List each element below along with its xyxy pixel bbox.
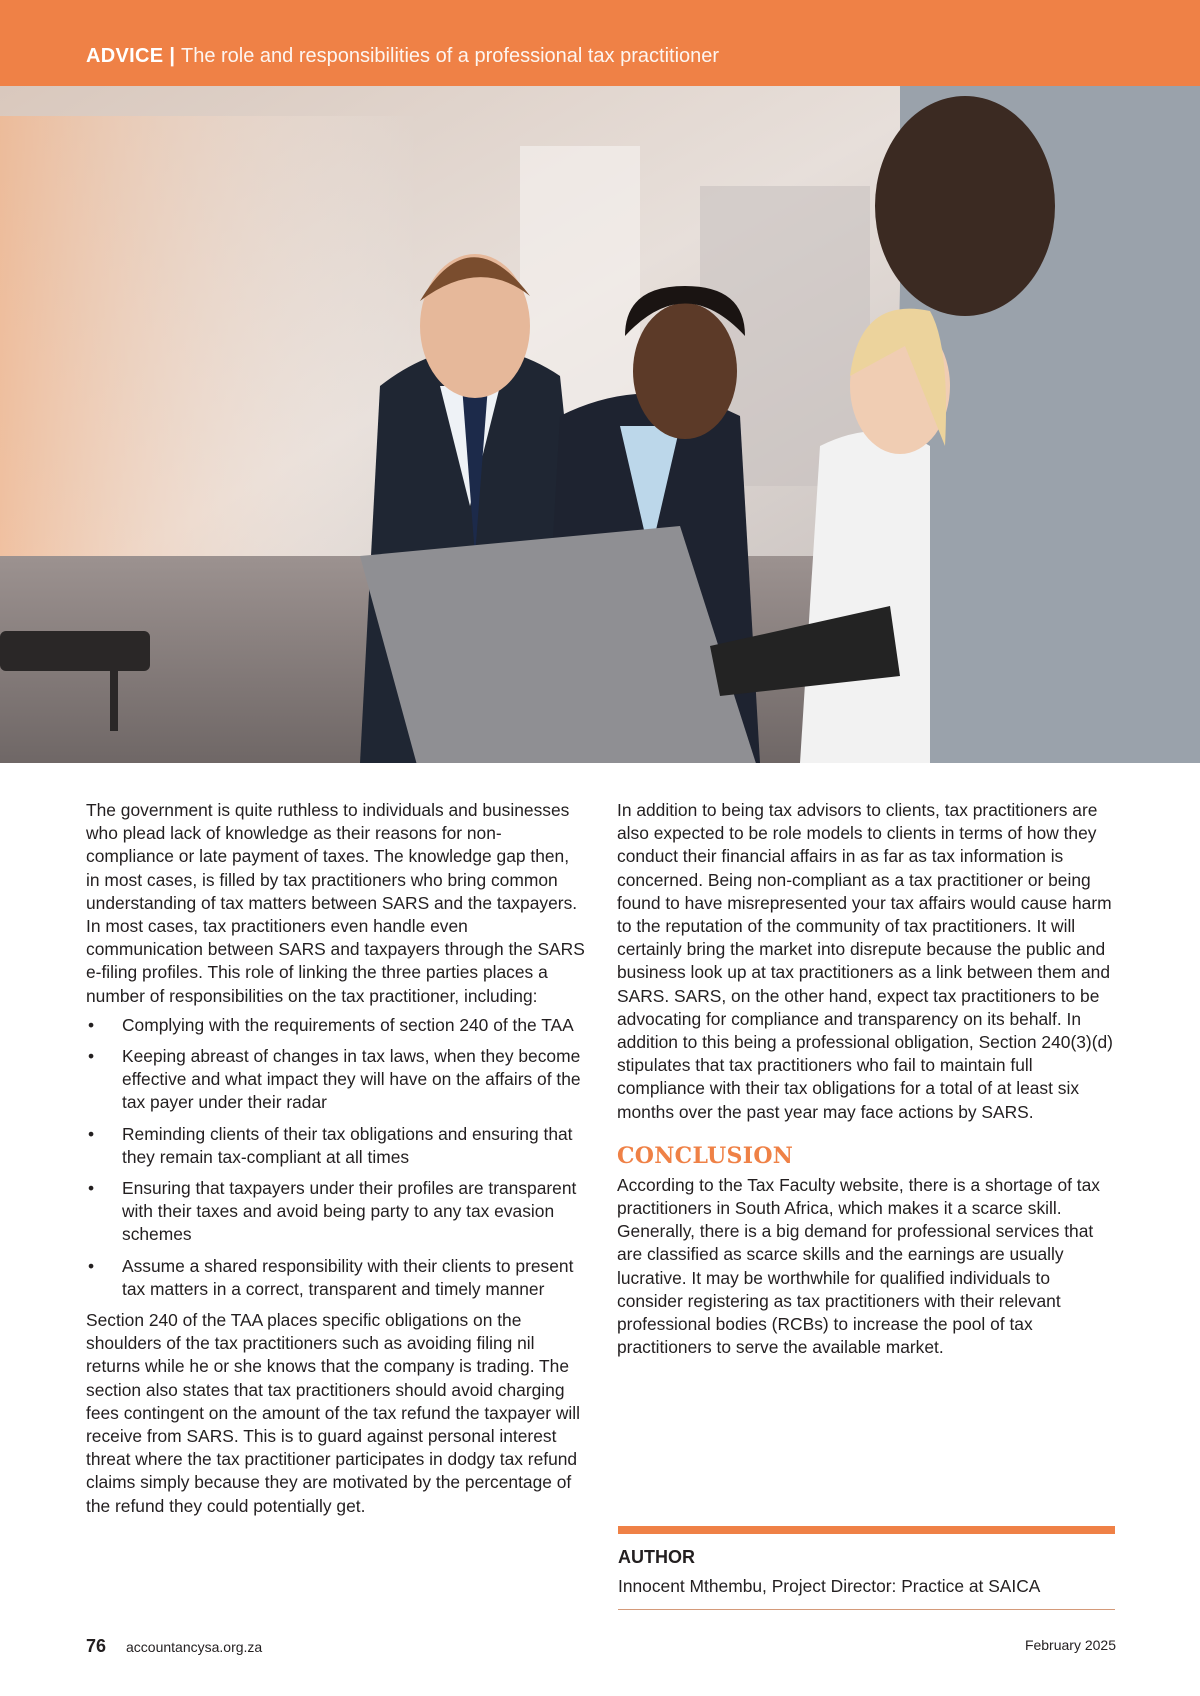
issue-date: February 2025 — [1024, 1637, 1116, 1653]
bullet-icon: • — [88, 1178, 95, 1199]
author-divider — [618, 1526, 1115, 1534]
list-item-text: Ensuring that taxpayers under their profiles are transparent with their taxes and avoid being party to any tax evasion schemes — [122, 1178, 577, 1245]
list-item — [86, 1045, 586, 1115]
conclusion-heading: CONCLUSION — [617, 1142, 794, 1169]
hero-photo-illustration — [0, 86, 1200, 763]
responsibilities-list — [86, 1014, 586, 1301]
section-240-paragraph: Section 240 of the TAA places specific obligations on the shoulders of the tax practitioners such as avoiding filing nil returns while he or she knows that the company is trading. The section also states that tax practitioners should avoid charging fees contingent on the amount of the tax refund the taxpayer will receive from SARS. This is to guard against personal interest threat where the tax practitioner participates in dodgy tax refund claims simply because they are motivated by the percentage of the refund they could potentially get. — [86, 1310, 581, 1516]
article-column-right — [617, 799, 1117, 1359]
running-header — [86, 44, 719, 68]
header-bar — [0, 0, 1200, 86]
author-label: AUTHOR — [618, 1547, 695, 1567]
bullet-icon: • — [88, 1123, 95, 1144]
bullet-icon: • — [88, 1014, 95, 1035]
hero-photo — [0, 86, 1200, 763]
list-item — [86, 1014, 586, 1037]
page-number: 76 — [86, 1636, 107, 1656]
footer-website: accountancysa.org.za — [126, 1639, 263, 1655]
list-item — [86, 1177, 586, 1247]
bullet-icon: • — [88, 1255, 95, 1276]
list-item-text: Keeping abreast of changes in tax laws, when they become effective and what impact they will have on the affairs of the tax payer under their radar — [122, 1046, 581, 1113]
article-title: The role and responsibilities of a professional tax practitioner — [180, 45, 720, 67]
intro-paragraph: The government is quite ruthless to individuals and businesses who plead lack of knowledge as their reasons for non-compliance or late payment of taxes. The knowledge gap then, in most cases, is filled by tax practitioners who bring common understanding of tax matters between SARS and the taxpayers. In most cases, tax practitioners even handle even communication between SARS and taxpayers through the SARS e-filing profiles. This role of linking the three parties places a number of responsibilities on the tax practitioner, including: — [86, 800, 585, 1006]
header-separator: | — [169, 45, 175, 67]
bullet-icon: • — [88, 1046, 95, 1067]
list-item-text: Complying with the requirements of section 240 of the TAA — [122, 1014, 574, 1035]
author-bottom-divider — [618, 1609, 1115, 1610]
list-item-text: Reminding clients of their tax obligations and ensuring that they remain tax-compliant at all times — [122, 1123, 573, 1167]
role-models-paragraph: In addition to being tax advisors to clients, tax practitioners are also expected to be role models to clients in terms of how they conduct their financial affairs in as far as tax information is concerned. Being non-compliant as a tax practitioner or being found to have misrepresented your tax affairs would cause harm to the reputation of the community of tax practitioners. It will certainly bring the market into disrepute because the public and business look up at tax practitioners as a link between them and SARS. SARS, on the other hand, expect tax practitioners to be advocating for compliance and transparency on its behalf. In addition to this being a professional obligation, Section 240(3)(d) stipulates that tax practitioners who fail to maintain full compliance with their tax obligations for a total of at least six months over the past year may face actions by SARS. — [617, 800, 1113, 1122]
list-item-text: Assume a shared responsibility with their clients to present tax matters in a correct, transparent and timely manner — [122, 1255, 574, 1299]
list-item — [86, 1123, 586, 1169]
author-name: Innocent Mthembu, Project Director: Practice at SAICA — [618, 1576, 1041, 1596]
list-item — [86, 1255, 586, 1301]
article-column-left — [86, 799, 586, 1518]
section-label: ADVICE — [86, 45, 164, 67]
conclusion-paragraph: According to the Tax Faculty website, there is a shortage of tax practitioners in South Africa, which makes it a scarce skill. Generally, there is a big demand for professional services that are classified as scarce skills and the earnings are usually lucrative. It may be worthwhile for qualified individuals to consider registering as tax practitioners with their relevant professional bodies (RCBs) to increase the pool of tax practitioners to serve the available market. — [617, 1174, 1101, 1358]
